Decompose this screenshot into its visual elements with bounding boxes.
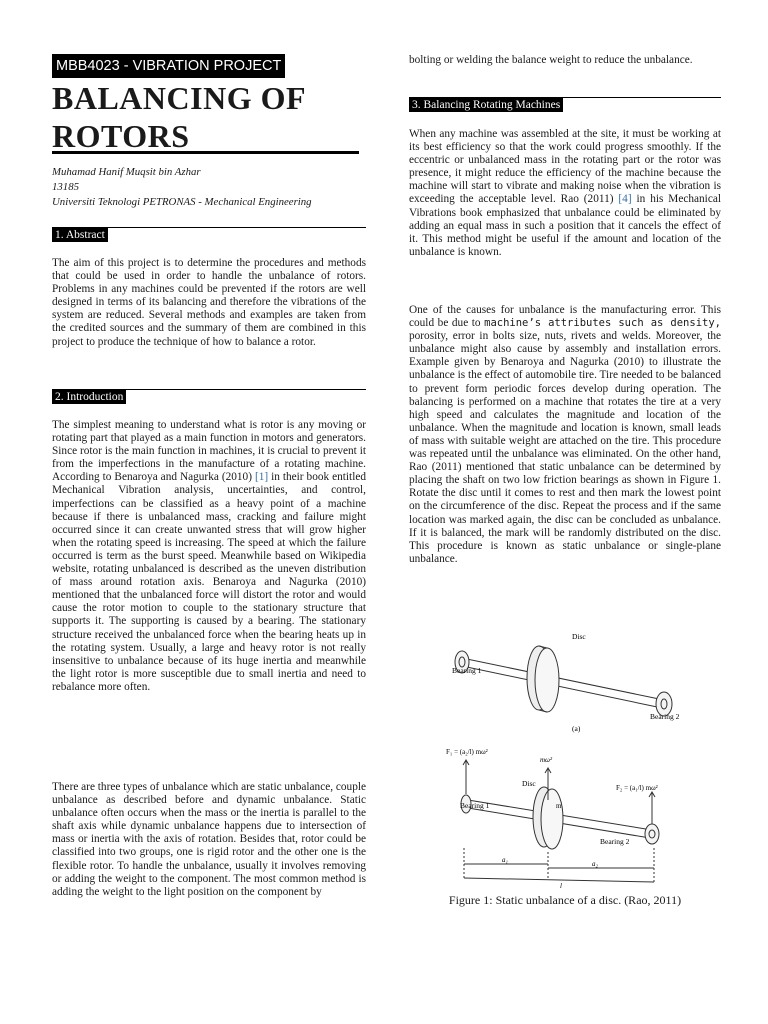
course-label: MBB4023 - VIBRATION PROJECT <box>52 54 285 78</box>
page-title <box>52 79 306 155</box>
citation-link[interactable]: [1] <box>254 471 269 484</box>
label-mw2: mω² <box>540 756 553 764</box>
label-bearing-1-b: Bearing 1 <box>460 801 490 810</box>
citation-link[interactable]: [4] <box>618 193 632 206</box>
title-line-2: ROTORS <box>52 118 190 154</box>
balancing-heading: 3. Balancing Rotating Machines <box>409 98 563 112</box>
label-force-2: F₂ = (a₁/l) mω² <box>616 784 658 792</box>
title-underline <box>52 151 359 154</box>
introduction-heading: 2. Introduction <box>52 390 126 404</box>
label-bearing-2-b: Bearing 2 <box>600 837 630 846</box>
abstract-heading: 1. Abstract <box>52 228 108 242</box>
figure-a <box>455 646 672 716</box>
figure-drawing <box>444 630 694 892</box>
label-a1: a₁ <box>502 856 508 864</box>
label-disc-b: Disc <box>522 779 536 788</box>
author-name: Muhamad Hanif Muqsit bin Azhar <box>52 166 201 178</box>
intro-paragraph-1: The simplest meaning to understand what is rotor is any moving or rotating part that played as a main function in motors and generators. Since rotor is the main function in machines, it is crucial to prevent it from the imperfections in the manufacture of a rotating machine. According to Benaroya and Nagurka (2010) [1] in their book entitled Mechanical Vibration analysis, uncertainties, and control, imperfections can be classified as a heavy point of a machine because if there is unbalanced mass, cracking and failure might occurred since it can create unwanted stress that will grow higher when the rotating speed is increasing. The speed at which the failure occurred is term as the burst speed. Meanwhile based on Wikipedia website, rotating unbalanced is described as the uneven distribution of mass around rotation axis. Benaroya and Nagurka (2010) mentioned that the unbalanced force will distort the rotor and would cause the rotor motion to couple to the stationary structure that supports it. The supporting is caused by a bearing. The stationary structure received the unbalanced force when the bearing heats up in the rotating system. Usually, a large and heavy rotor is not really insensitive to unbalance because of its huge inertia and meanwhile the light rotor is more susceptible due to small inertia and need to rebalance more often. <box>52 419 366 693</box>
continued-text: bolting or welding the balance weight to reduce the unbalance. <box>409 54 693 66</box>
label-a2: a₂ <box>592 860 598 868</box>
affiliation: Universiti Teknologi PETRONAS - Mechanical Engineering <box>52 196 312 208</box>
abstract-text: The aim of this project is to determine the procedures and methods that could be used in order to handle the unbalance of rotors. Problems in any machines could be prevented if the rotors are well designed in terms of its balancing and therefore the vibrations of the system are reduced. Several methods and examples are taken from the credited sources and the summary of them are combined in this project to produce the technique of how to balance a rotor. <box>52 257 366 348</box>
label-a: (a) <box>572 724 581 733</box>
figure-b <box>461 760 659 882</box>
label-mass: m <box>556 802 562 810</box>
student-id: 13185 <box>52 181 79 193</box>
figure-caption: Figure 1: Static unbalance of a disc. (Rao, 2011) <box>448 893 682 907</box>
figure-static-unbalance <box>444 630 694 892</box>
balancing-paragraph-1: When any machine was assembled at the site, it must be working at its best efficiency so that the work could progress smoothly. If the eccentric or unbalanced mass in the rotating part or the rotor was presence, it might reduce the efficiency of the machine because the machine will start to vibrate and making noise when the vibration is exceeding the acceptable level. Rao (2011) [4] in his Mechanical Vibrations book emphasized that unbalance could be eliminated by adding an equal mass in such a position that it cancels the effect of it. This method might be useful if the amount and location of the unbalance is known. <box>409 128 721 258</box>
label-force-1: F₁ = (a₂/l) mω² <box>446 748 488 756</box>
label-length: l <box>560 882 562 890</box>
label-disc-a: Disc <box>572 632 586 641</box>
label-bearing-1-a: Bearing 1 <box>452 666 482 675</box>
label-bearing-2-a: Bearing 2 <box>650 712 680 721</box>
intro-paragraph-2: There are three types of unbalance which are static unbalance, couple unbalance as described before and dynamic unbalance. Static unbalance often occurs when the mass or the inertia is parallel to the shaft axis while dynamic unbalance happens due to intersection of mass or inertia with the axis of rotation. Besides that, rotor could be classified into two groups, one is rigid rotor and the other one is the flexible rotor. To handle the unbalance, usually it involves removing or adding the weight to the component. The most common method is adding the weight to the light position on the component by <box>52 781 366 898</box>
balancing-paragraph-2: One of the causes for unbalance is the manufacturing error. This could be due to machine’s attributes such as density, porosity, error in bolts size, nuts, rivets and welds. Moreover, the unbalance might also cause by assembly and installation errors. Example given by Benaroya and Nagurka (2010) to illustrate the unbalance is the effect of automobile tire. Tire needed to be balanced to prevent form periodic forces develop during operation. The balancing is performed on a machine that rotates the tire at a very high speed and calculates the magnitude and location of the unbalance. When the magnitude and location is known, small leads of mass with suitable weight are attached on the tire. This procedure was repeated until the unbalance was eliminated. On the other hand, Rao (2011) mentioned that static unbalance can be determined by placing the shaft on two low friction bearings as shown in Figure 1. Rotate the disc until it comes to rest and then mark the lowest point on the circumference of the disc. Repeat the process and if the same location was marked again, the disc can be concluded as unbalance. If it is balanced, the mark will be randomly distributed on the disc. This procedure is known as static unbalance or single-plane unbalance. <box>409 304 721 565</box>
title-line-1: BALANCING OF <box>52 80 307 116</box>
